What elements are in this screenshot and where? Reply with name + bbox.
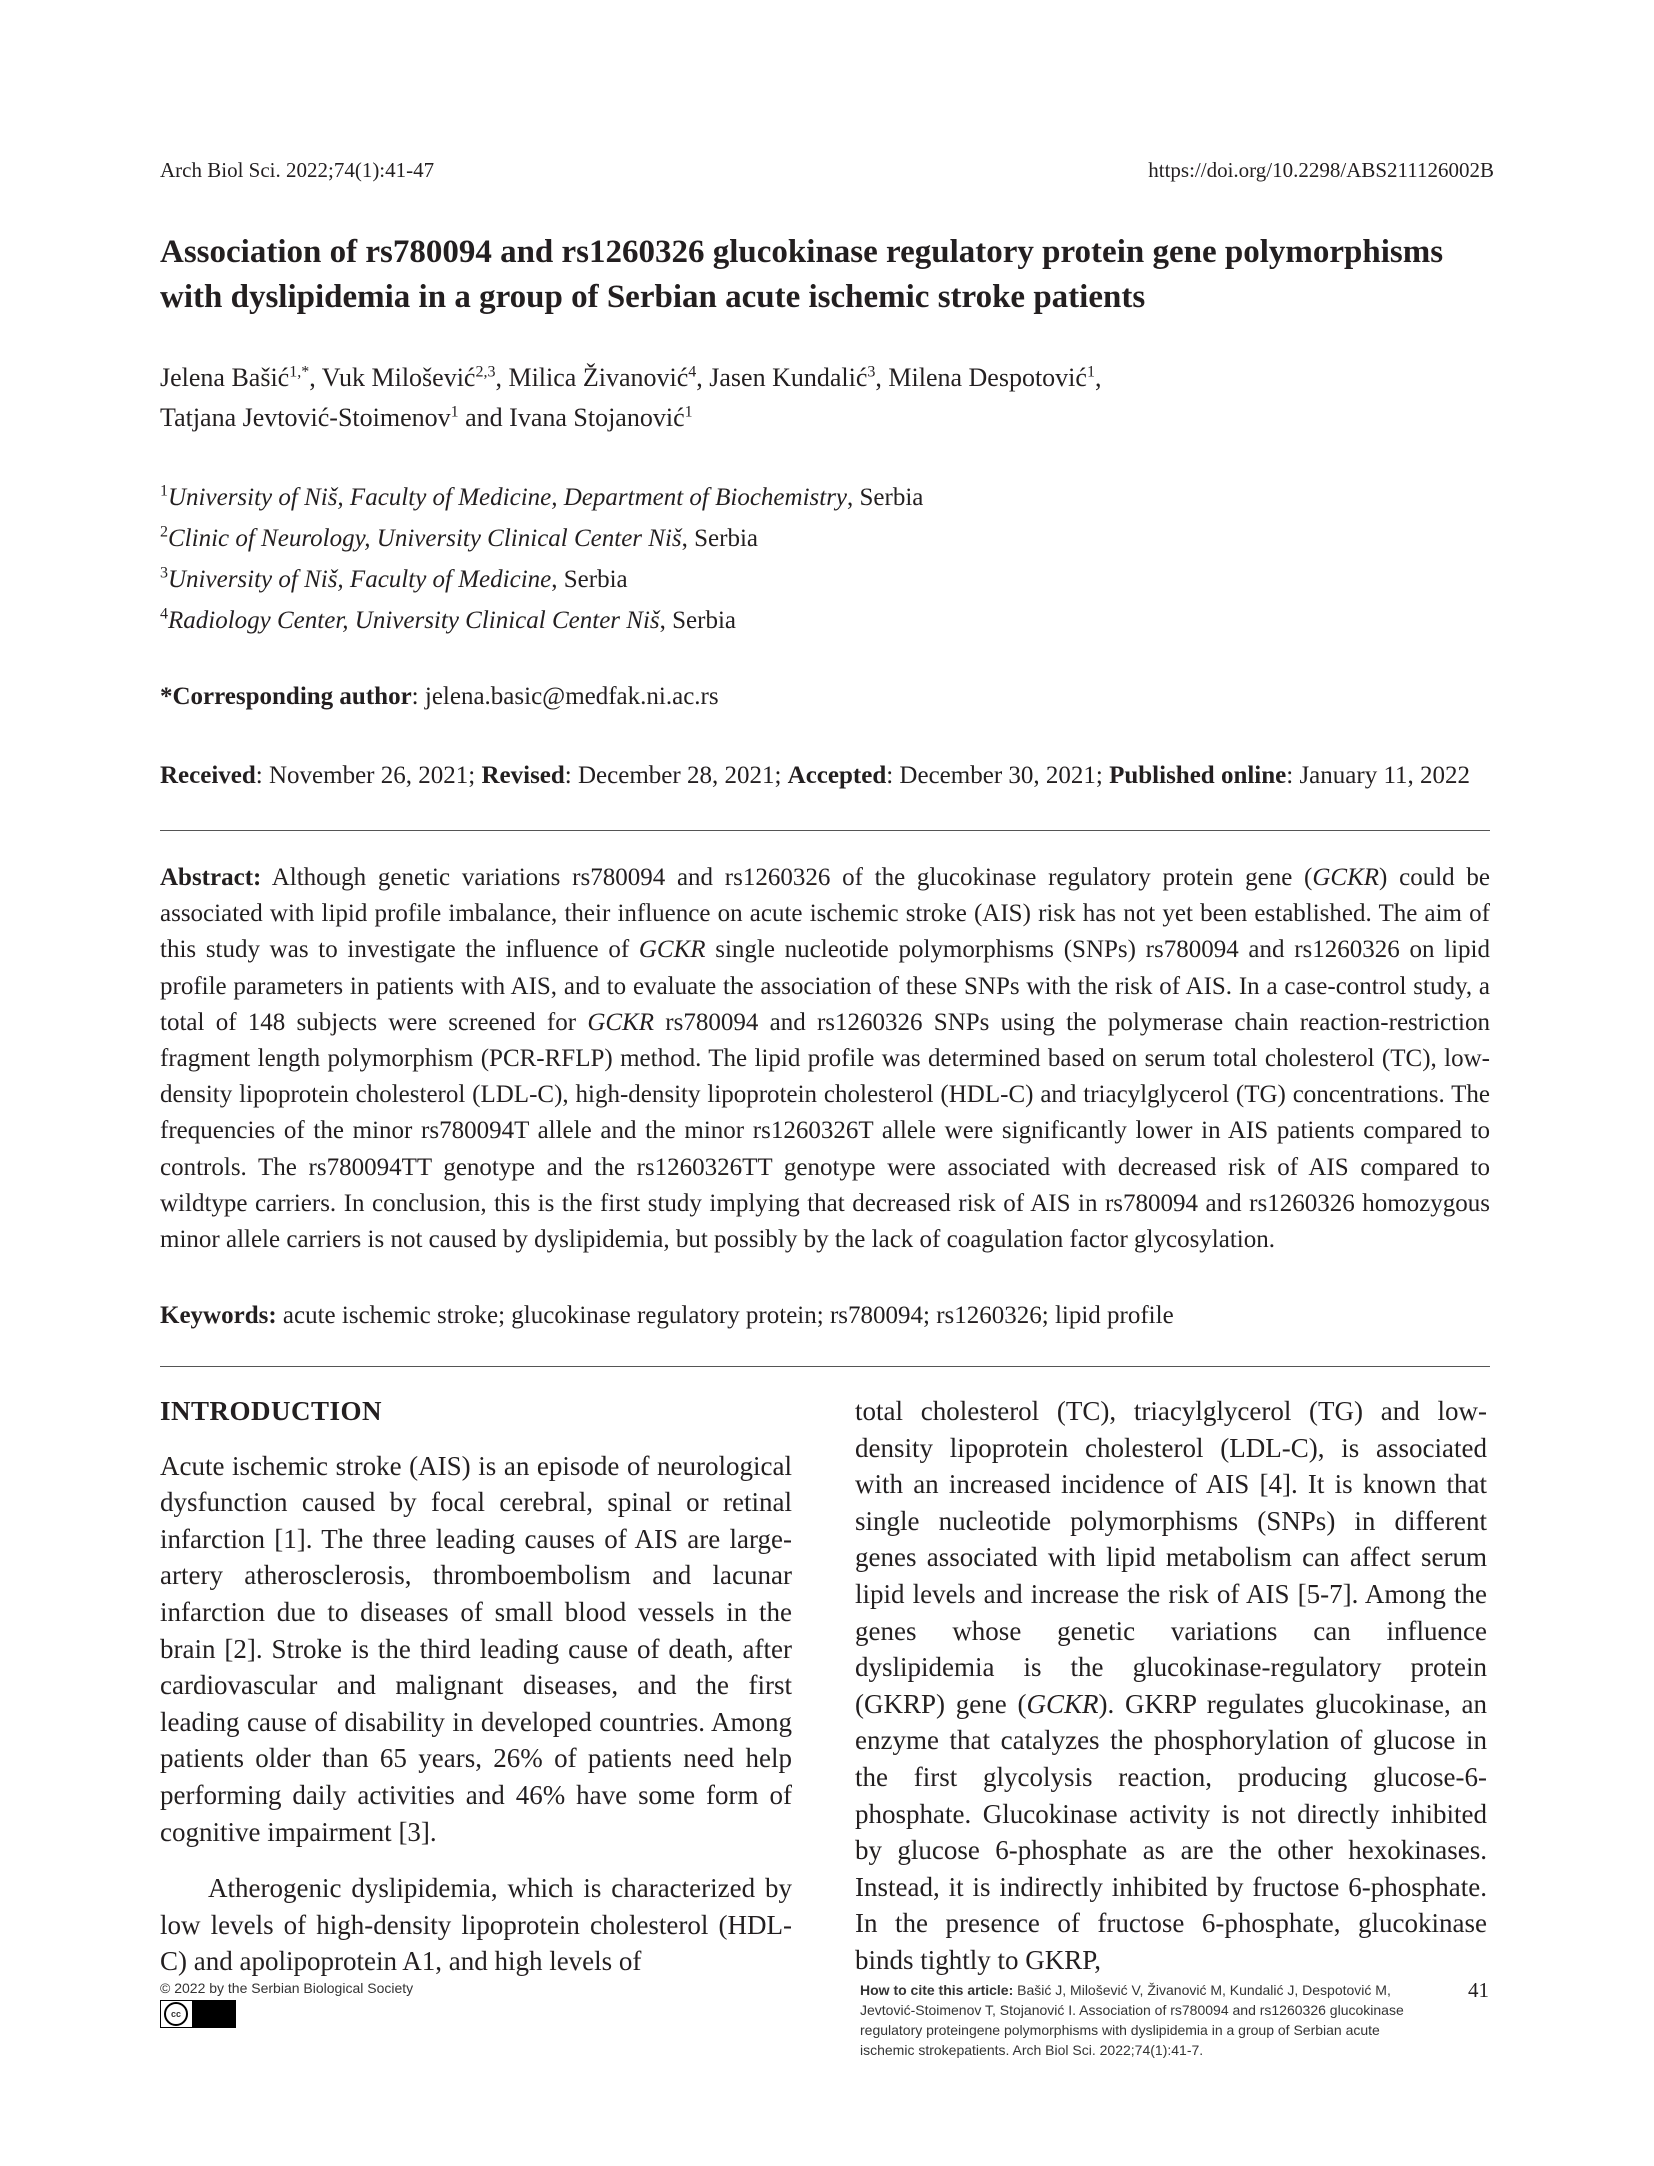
keywords: Keywords: acute ischemic stroke; glucokinase regulatory protein; rs780094; rs1260326; lipid profile	[160, 1302, 1174, 1329]
keywords-label: Keywords:	[160, 1302, 277, 1329]
affiliation-item: $^2$Clinic of Neurology, University Clinical Center Niš, Serbia	[160, 523, 758, 552]
paragraph: total cholesterol (TC), triacylglycerol (TG) and low-density lipoprotein cholesterol (LDL-C), is associated with an increased incidence of AIS [4]. It is known that single nucleotide polymorphisms (SNPs) in different genes associated with lipid metabolism can affect serum lipid levels and increase the risk of AIS [5-7]. Among the genes whose genetic variations can influence dyslipidemia is the glucokinase-regulatory protein (GKRP) gene (GCKR). GKRP regulates glucokinase, an enzyme that catalyzes the phosphorylation of glucose in the first glycolysis reaction, producing glucose-6-phosphate. Glucokinase activity is not directly inhibited by glucose 6-phosphate as are the other hexokinases. Instead, it is indirectly inhibited by fructose 6-phosphate. In the presence of fructose 6-phosphate, glucokinase binds tightly to GKRP,	[855, 1396, 1487, 1975]
divider	[160, 830, 1490, 831]
author-name: Vuk Milošević	[321, 363, 476, 392]
article-title: Association of rs780094 and rs1260326 glucokinase regulatory protein gene polymorphisms with dyslipidemia in a group of Serbian acute ischemic stroke patients	[160, 234, 1444, 315]
cc-license-icon[interactable]: cc	[160, 2000, 236, 2028]
paragraph: Acute ischemic stroke (AIS) is an episode of neurological dysfunction caused by focal cerebral, spinal or retinal infarction [1]. The three leading causes of AIS are large-artery atherosclerosis, thromboembolism and lacunar infarction due to diseases of small blood vessels in the brain [2]. Stroke is the third leading cause of death, after cardiovascular and malignant diseases, and the first leading cause of disability in developed countries. Among patients older than 65 years, 26% of patients need help performing daily activities and 46% have some form of cognitive impairment [3].	[160, 1450, 792, 1847]
corresponding-label: *Corresponding author	[160, 683, 412, 710]
copyright-text: © 2022 by the Serbian Biological Society	[160, 1980, 414, 1996]
page-number: 41	[1468, 1978, 1489, 2002]
affiliation-list	[160, 477, 923, 641]
author-sup: 2,3	[475, 363, 496, 381]
affiliation-item: $^4$Radiology Center, University Clinical Center Niš, Serbia	[160, 605, 736, 634]
doi-link[interactable]: https://doi.org/10.2298/ABS211126002B	[1148, 158, 1494, 182]
cite-label: How to cite this article:	[860, 1982, 1014, 1998]
author-name: Milena Despotović	[888, 363, 1087, 392]
author-name: Jelena Bašić	[160, 363, 290, 392]
author-sup: 3	[867, 363, 876, 381]
author-sup: 1	[684, 403, 693, 421]
author-name: Milica Živanović	[508, 363, 689, 392]
footer-license	[160, 1980, 413, 2028]
affiliation-item: $^3$University of Niš, Faculty of Medicine, Serbia	[160, 564, 628, 593]
section-heading: INTRODUCTION	[160, 1396, 383, 1426]
author-sup: 1	[1086, 363, 1095, 381]
author-name: Ivana Stojanović	[509, 403, 685, 432]
author-list: Jelena Bašić$^{1,*}$, Vuk Milošević$^{2,3}$, Milica Živanović$^4$, Jasen Kundalić$^3$, Milena Despotović$^1$, Tatjana Jevtović-Stoimenov$^1$ and Ivana Stojanović$^1$	[160, 363, 1102, 432]
author-sup: 1,*	[289, 363, 310, 381]
author-name: Tatjana Jevtović-Stoimenov	[160, 403, 451, 432]
author-sup: 4	[688, 363, 697, 381]
corresponding-email[interactable]: : jelena.basic@medfak.ni.ac.rs	[411, 683, 719, 710]
column-left	[160, 1393, 792, 1980]
divider	[160, 1366, 1490, 1367]
column-right	[855, 1393, 1487, 1979]
author-sup: 1	[450, 403, 459, 421]
abstract: Abstract: Although genetic variations rs780094 and rs1260326 of the glucokinase regulatory protein gene (GCKR) could be associated with lipid profile imbalance, their influence on acute ischemic stroke (AIS) risk has not yet been established. The aim of this study was to investigate the influence of GCKR single nucleotide polymorphisms (SNPs) rs780094 and rs1260326 on lipid profile parameters in patients with AIS, and to evaluate the association of these SNPs with the risk of AIS. In a case-control study, a total of 148 subjects were screened for GCKR rs780094 and rs1260326 SNPs using the polymerase chain reaction-restriction fragment length polymorphism (PCR-RFLP) method. The lipid profile was determined based on serum total cholesterol (TC), low-density lipoprotein cholesterol (LDL-C), high-density lipoprotein cholesterol (HDL-C) and triacylglycerol (TG) concentrations. The frequencies of the minor rs780094T allele and the minor rs1260326T allele were significantly lower in AIS patients compared to controls. The rs780094TT genotype and the rs1260326TT genotype were associated with decreased risk of AIS compared to wildtype carriers. In conclusion, this is the first study implying that decreased risk of AIS in rs780094 and rs1260326 homozygous minor allele carriers is not caused by dyslipidemia, but possibly by the lack of coagulation factor glycosylation.	[160, 864, 1490, 1254]
paragraph: Atherogenic dyslipidemia, which is characterized by low levels of high-density lipoprotein cholesterol (HDL-C) and apolipoprotein A1, and high levels of	[160, 1873, 792, 1977]
affiliation-item: $^1$University of Niš, Faculty of Medicine, Department of Biochemistry, Serbia	[160, 482, 924, 511]
abstract-label: Abstract:	[160, 864, 262, 891]
how-to-cite: How to cite this article: Bašić J, Milošević V, Živanović M, Kundalić J, Despotović M, Jevtović-Stoimenov T, Stojanović I. Association of rs780094 and rs1260326 glucokinase regulatory proteingene polymorphisms with dyslipidemia in a group of Serbian acute ischemic strokepatients. Arch Biol Sci. 2022;74(1):41-7.	[860, 1982, 1404, 2058]
publication-dates: Received: November 26, 2021; Revised: December 28, 2021; Accepted: December 30, 2021; Published online: January 11, 2022	[160, 762, 1471, 789]
corresponding-author	[160, 683, 719, 711]
journal-citation: Arch Biol Sci. 2022;74(1):41-47	[160, 158, 435, 182]
author-name: Jasen Kundalić	[709, 363, 868, 392]
